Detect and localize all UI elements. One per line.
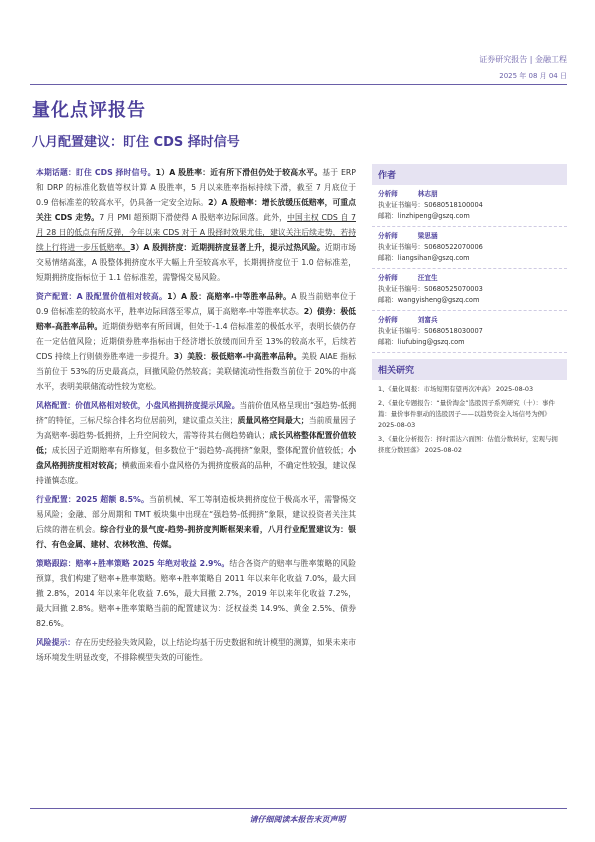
text-run: 近期债券赔率有所回调，但处于-1.4 倍标准差的极低水平，表明长债仍存在一定估值风险；近期债券胜率指标由于经济增长放缓而回升至 13%的较高水平，后续若 CDS 持续上行则债券胜率进一步提升。 — [36, 322, 356, 361]
analyst-email[interactable]: 邮箱：wangyisheng@gszq.com — [378, 296, 480, 304]
text-run: 2025 超额 8.5%。 — [75, 495, 150, 504]
analyst-cert: 执业证书编号：S0680518100004 — [378, 201, 483, 209]
text-run: 成长因子近期赔率有所修复，但多数位于“弱趋势-高拥挤”象限，整体配置价值较低； — [51, 446, 349, 455]
related-research-list — [372, 380, 567, 463]
analyst-entry — [372, 185, 567, 227]
header-date: 2025 年 08 月 04 日 — [499, 72, 567, 80]
text-run: 1）A 股：高赔率-中等胜率品种。 — [167, 292, 292, 301]
text-run: 盯住 CDS 择时信号。 — [76, 168, 156, 177]
analyst-role: 分析师 — [378, 232, 398, 240]
analyst-entry — [372, 311, 567, 353]
main-body — [36, 165, 356, 669]
body-paragraph — [36, 165, 356, 285]
section-label: 行业配置： — [36, 495, 76, 504]
text-run: 3）A 股拥挤度：近期拥挤度显著上升，提示过热风险。 — [130, 243, 325, 252]
related-research-item[interactable]: 3、《量化分析报告：择时雷达六面图：估值分数转好，宏观与拥挤度分数回落》 2025-08-02 — [378, 435, 558, 454]
related-research-item[interactable]: 1、《量化周报：市场短期有望再次冲高》 2025-08-03 — [378, 385, 534, 393]
text-run: 7 月 PMI 超预期下滑使得 A 股赔率边际回落。此外， — [99, 213, 288, 222]
authors-heading: 作者 — [372, 164, 567, 185]
analyst-cert: 执业证书编号：S0680525070003 — [378, 285, 483, 293]
text-run: 中国主权 CDS 自 7 月 28 日的低点有所反弹，今年以来 CDS 对于 A 股择时效果尤佳，建议关注后续走势，若持续上行将进一步压低赔率。 — [36, 213, 356, 252]
text-run: 美股 AIAE 指标当前位于 53%的历史最高点，回撤风险仍然较高；美联储流动性指数当前位于 20%的中高水平，表明美联储流动性较为宽松。 — [36, 352, 357, 391]
text-run: A 股配置价值相对较高。 — [76, 292, 168, 301]
text-run: 1）A 股胜率：近有所下滑但仍处于较高水平。 — [155, 168, 323, 177]
analyst-email[interactable]: 邮箱：linzhipeng@gszq.com — [378, 212, 470, 220]
text-run: 3）美股：极低赔率-中高胜率品种。 — [173, 352, 302, 361]
analyst-cert: 执业证书编号：S0680522070006 — [378, 243, 483, 251]
related-research-item[interactable]: 2、《量化专题报告：“量价淘金”选股因子系列研究（十）：事件篇：量价事件驱动的选股因子——以趋势资金入场信号为例》 2025-08-03 — [378, 399, 555, 429]
analyst-name: 林志朋 — [417, 190, 438, 198]
text-run: 横截面来看小盘风格仍为拥挤度极高的品种，不确定性较强，建议保持谨慎态度。 — [36, 461, 357, 485]
sidebar — [372, 164, 567, 463]
text-run: A 股当前赔率位于 0.9 倍标准差的较高水平，胜率边际回落至零点，属于高赔率-中等胜率状态。 — [36, 292, 356, 316]
section-label: 资产配置： — [36, 292, 77, 301]
text-run: 赔率+胜率策略 2025 年绝对收益 2.9%。 — [75, 559, 230, 568]
text-run: 小盘风格拥挤度相对较高； — [36, 446, 357, 470]
text-run: 价值风格相对较优，小盘风格拥挤度提示风险。 — [75, 401, 240, 410]
body-paragraph — [36, 289, 356, 394]
footer-divider — [30, 808, 567, 809]
section-label: 风格配置： — [36, 401, 76, 410]
analyst-name: 梁思涵 — [417, 232, 438, 240]
analyst-email[interactable]: 邮箱：liangsihan@gszq.com — [378, 254, 470, 262]
text-run: 成长风格整体配置价值较低； — [36, 431, 356, 455]
related-research-heading: 相关研究 — [372, 359, 567, 380]
analyst-entry — [372, 269, 567, 311]
body-paragraph — [36, 398, 356, 488]
text-run: 结合各资产的赔率与胜率策略的风险预算，我们构建了赔率+胜率策略。赔率+胜率策略自 2011 年以来年化收益 7.0%，最大回撤 2.8%，2014 年以来年化收益 7.6%，最大回撤 2.7%，2019 年以来年化收益 7.2%，最大回撤 2.8%。赔率+胜率策略当前的配置建议为：泛权益类 14.9%、黄金 2.5%、债券 82.6%。 — [36, 559, 357, 628]
report-subtitle: 八月配置建议：盯住 CDS 择时信号 — [32, 135, 240, 150]
report-title: 量化点评报告 — [32, 100, 146, 121]
analyst-name: 汪宜生 — [417, 274, 438, 282]
text-run: 质量风格空间最大； — [237, 416, 309, 425]
body-paragraph — [36, 556, 356, 631]
section-label: 本期话题： — [36, 168, 77, 177]
text-run: 综合行业的景气度-趋势-拥挤度判断框架来看，八月行业配置建议为：银行、有色金属、建材、农林牧渔、传媒。 — [36, 525, 356, 549]
body-paragraph — [36, 635, 356, 665]
analyst-email[interactable]: 邮箱：liufubing@gszq.com — [378, 338, 465, 346]
text-run: 当前质量因子为高赔率-弱趋势-低拥挤，上升空间较大，需等待其右侧趋势确认； — [36, 416, 357, 440]
text-run: 2）A 股赔率：增长放缓压低赔率，可重点关注 CDS 走势。 — [36, 198, 356, 222]
text-run: 基于 ERP 和 DRP 的标准化数值等权计算 A 股胜率，5 月以来胜率指标持续下滑，截至 7 月底位于 0.9 倍标准差的较高水平，仍具备一定安全边际。 — [36, 168, 357, 207]
text-run: 存在历史经验失效风险，以上结论均基于历史数据和统计模型的测算，如果未来市场环境发生明显改变，不排除模型失效的可能性。 — [36, 638, 357, 662]
section-label: 策略跟踪： — [36, 559, 76, 568]
footer-disclaimer: 请仔细阅读本报告末页声明 — [249, 815, 346, 824]
analyst-entry — [372, 227, 567, 269]
analyst-name: 刘富兵 — [417, 316, 438, 324]
analyst-role: 分析师 — [378, 274, 398, 282]
body-paragraph — [36, 492, 356, 552]
analyst-role: 分析师 — [378, 190, 398, 198]
analyst-list — [372, 185, 567, 353]
analyst-cert: 执业证书编号：S0680518030007 — [378, 327, 483, 335]
text-run: 当前机械、军工等制造板块拥挤度位于极高水平，需警惕交易风险；金融、部分周期和 TMT 板块集中出现在“强趋势-低拥挤”象限，建议投资者关注其后续的潜在机会。 — [36, 495, 356, 534]
section-label: 风险提示： — [36, 638, 76, 647]
header-category: 证券研究报告 | 金融工程 — [479, 55, 567, 64]
text-run: 近期市场交易情绪高涨，A 股整体拥挤度水平大幅上升至较高水平，长期拥挤度位于 1.0 倍标准差，短期拥挤度指标位于 1.1 倍标准差，需警惕交易风险。 — [36, 243, 357, 282]
text-run: 当前价值风格呈现出“强趋势-低拥挤”的特征，三标尺综合排名均位居前列，建议重点关注； — [36, 401, 357, 425]
header-divider — [30, 84, 567, 85]
analyst-role: 分析师 — [378, 316, 398, 324]
text-run: 2）债券：极低赔率-高胜率品种。 — [36, 307, 356, 331]
